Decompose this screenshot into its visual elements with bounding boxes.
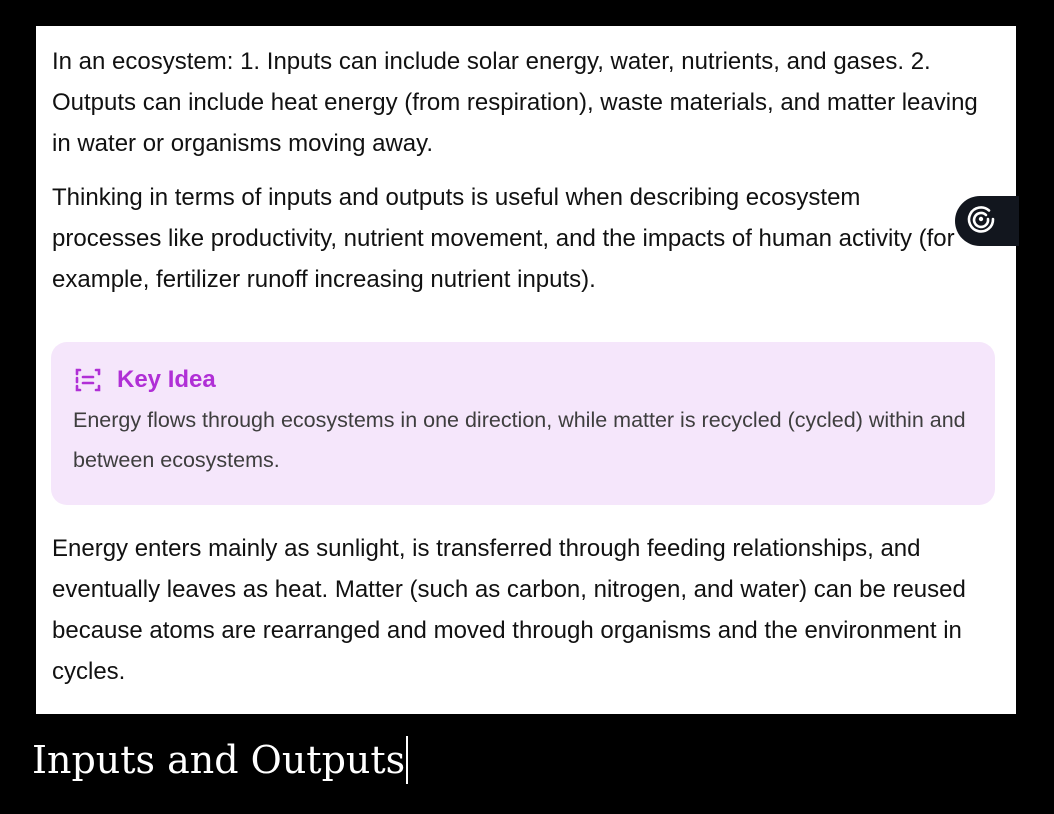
content-card [36,26,1016,714]
paragraph-thinking-terms: Thinking in terms of inputs and outputs is useful when describing ecosystem processes like productivity, nutrient movement, and the impacts of human activity (for example, fertilizer runoff increasing nutrient inputs). [52,184,955,293]
text-cursor [406,736,408,784]
paragraph-inputs-outputs: In an ecosystem: 1. Inputs can include solar energy, water, nutrients, and gases. 2. Outputs can include heat energy (from respiration), waste materials, and matter leaving in water or organisms moving away. [52,48,978,157]
key-idea-title: Key Idea [117,366,216,393]
paragraph-energy-matter: Energy enters mainly as sunlight, is transferred through feeding relationships, and eventually leaves as heat. Matter (such as carbon, nitrogen, and water) can be reused because atoms are rearranged and moved through organisms and the environment in cycles. [52,535,966,685]
key-idea-body: Energy flows through ecosystems in one direction, while matter is recycled (cycled) within and between ecosystems. [73,408,966,472]
list-brackets-icon [73,366,103,394]
title-input[interactable] [32,730,408,790]
key-idea-callout [51,342,995,505]
key-idea-header [73,364,973,396]
assistant-button[interactable] [955,196,1019,246]
assistant-swirl-icon [965,203,997,240]
title-input-value: Inputs and Outputs [32,738,406,782]
